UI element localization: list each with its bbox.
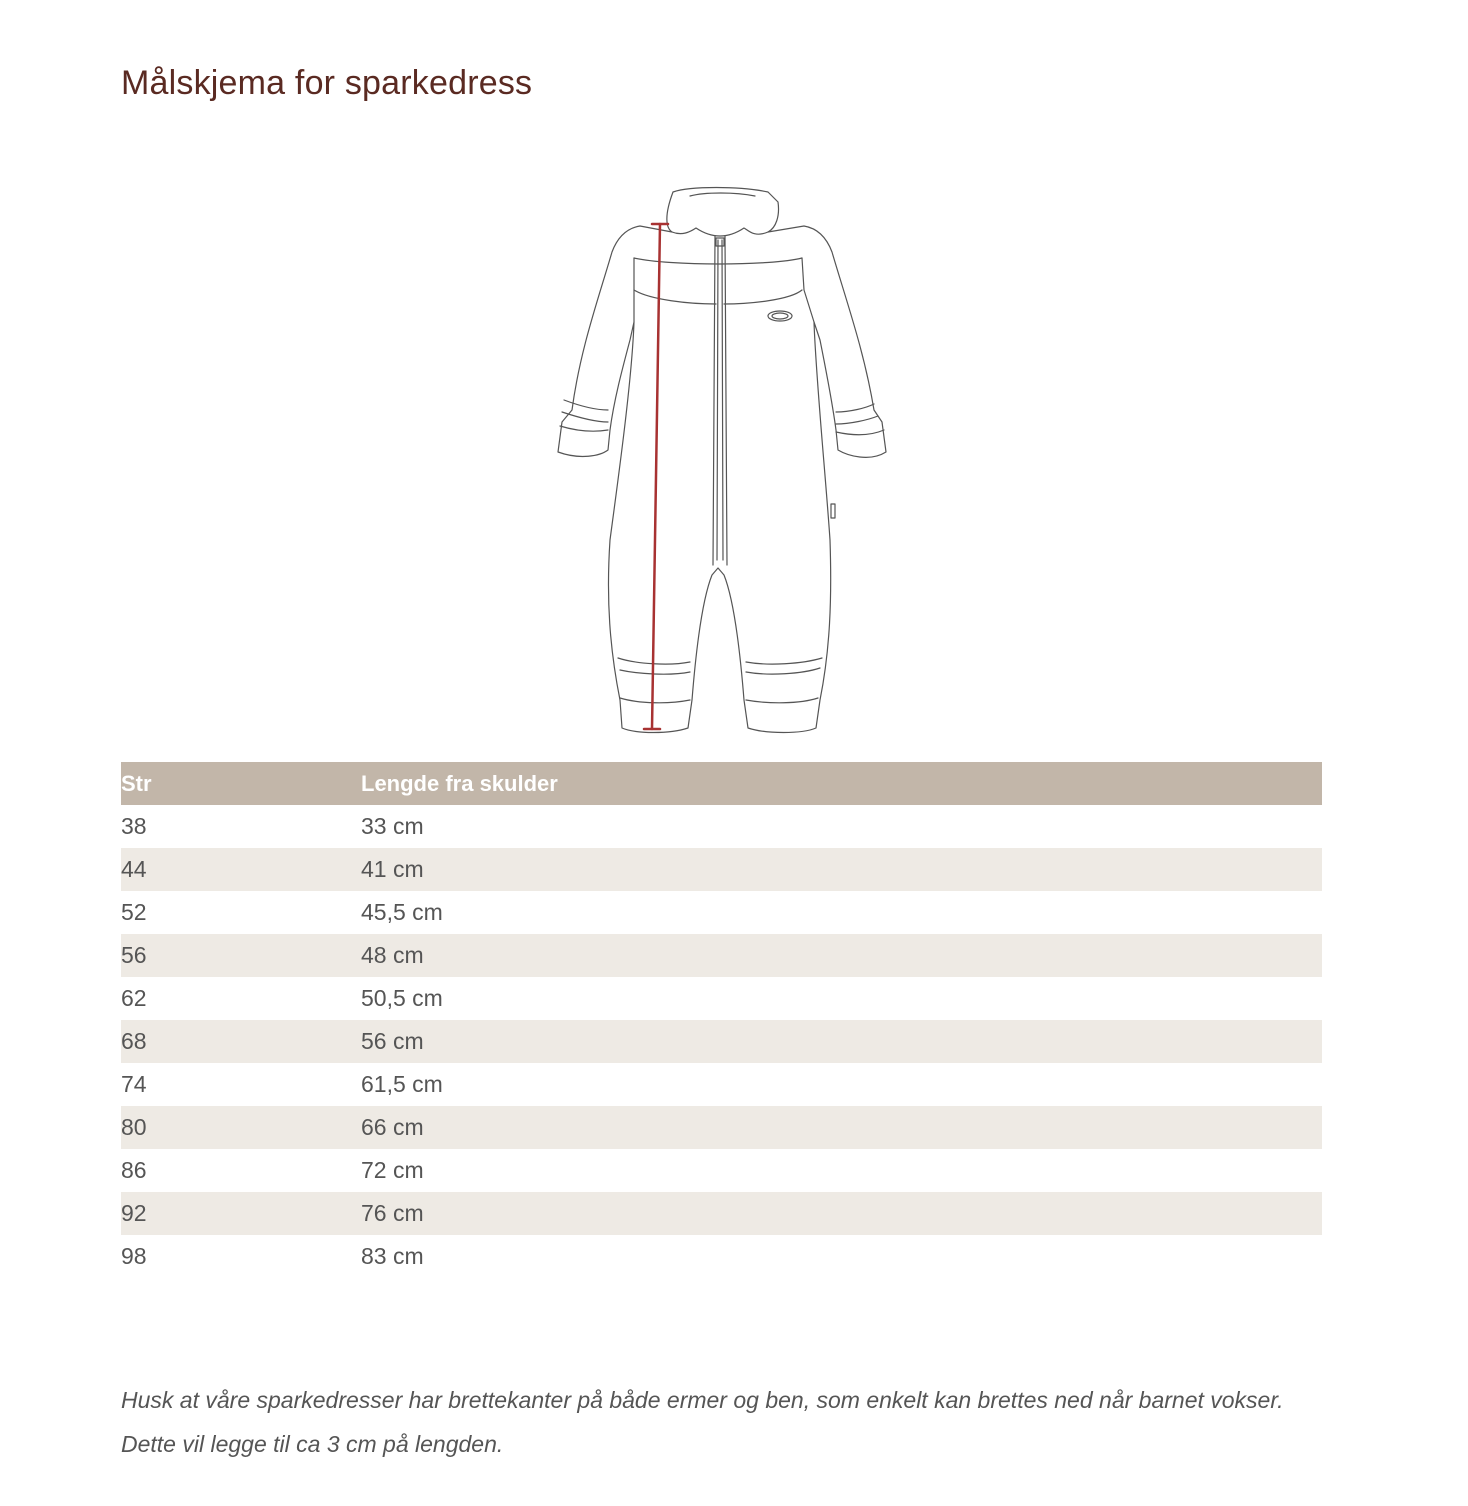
length-cell: 61,5 cm xyxy=(361,1071,443,1097)
length-cell: 56 cm xyxy=(361,1020,1322,1063)
size-cell: 98 xyxy=(121,1243,147,1269)
length-cell: 41 cm xyxy=(361,848,1322,891)
note-line-2: Dette vil legge til ca 3 cm på lengden. xyxy=(121,1431,504,1457)
length-cell: 83 cm xyxy=(361,1243,424,1269)
table-row xyxy=(121,1106,1322,1149)
length-cell: 66 cm xyxy=(361,1106,1322,1149)
header-size: Str xyxy=(121,762,361,805)
size-cell: 86 xyxy=(121,1157,147,1183)
table-row xyxy=(121,977,1322,1020)
length-cell: 72 cm xyxy=(361,1157,424,1183)
baby-romper-outline-icon xyxy=(540,180,900,740)
note-line-1: Husk at våre sparkedresser har brettekanter på både ermer og ben, som enkelt kan brettes ned når barnet vokser. xyxy=(121,1387,1284,1413)
table-row xyxy=(121,891,1322,934)
size-cell: 74 xyxy=(121,1071,147,1097)
table-row xyxy=(121,1192,1322,1235)
size-cell: 68 xyxy=(121,1020,361,1063)
table-header-row xyxy=(121,762,1322,805)
table-row xyxy=(121,805,1322,848)
length-cell: 45,5 cm xyxy=(361,899,443,925)
length-cell: 76 cm xyxy=(361,1192,1322,1235)
table-row xyxy=(121,1020,1322,1063)
size-cell: 56 xyxy=(121,934,361,977)
length-cell: 50,5 cm xyxy=(361,985,443,1011)
size-cell: 80 xyxy=(121,1106,361,1149)
length-cell: 48 cm xyxy=(361,934,1322,977)
size-cell: 38 xyxy=(121,813,147,839)
table-row xyxy=(121,1149,1322,1192)
table-row xyxy=(121,848,1322,891)
size-table xyxy=(121,762,1322,1278)
table-row xyxy=(121,1063,1322,1106)
table-row xyxy=(121,934,1322,977)
size-cell: 52 xyxy=(121,899,147,925)
folding-note xyxy=(121,1378,1284,1466)
length-cell: 33 cm xyxy=(361,813,424,839)
size-cell: 62 xyxy=(121,985,147,1011)
table-row xyxy=(121,1235,1322,1278)
size-cell: 44 xyxy=(121,848,361,891)
page-title: Målskjema for sparkedress xyxy=(121,64,533,102)
header-length: Lengde fra skulder xyxy=(361,762,1322,805)
size-cell: 92 xyxy=(121,1192,361,1235)
